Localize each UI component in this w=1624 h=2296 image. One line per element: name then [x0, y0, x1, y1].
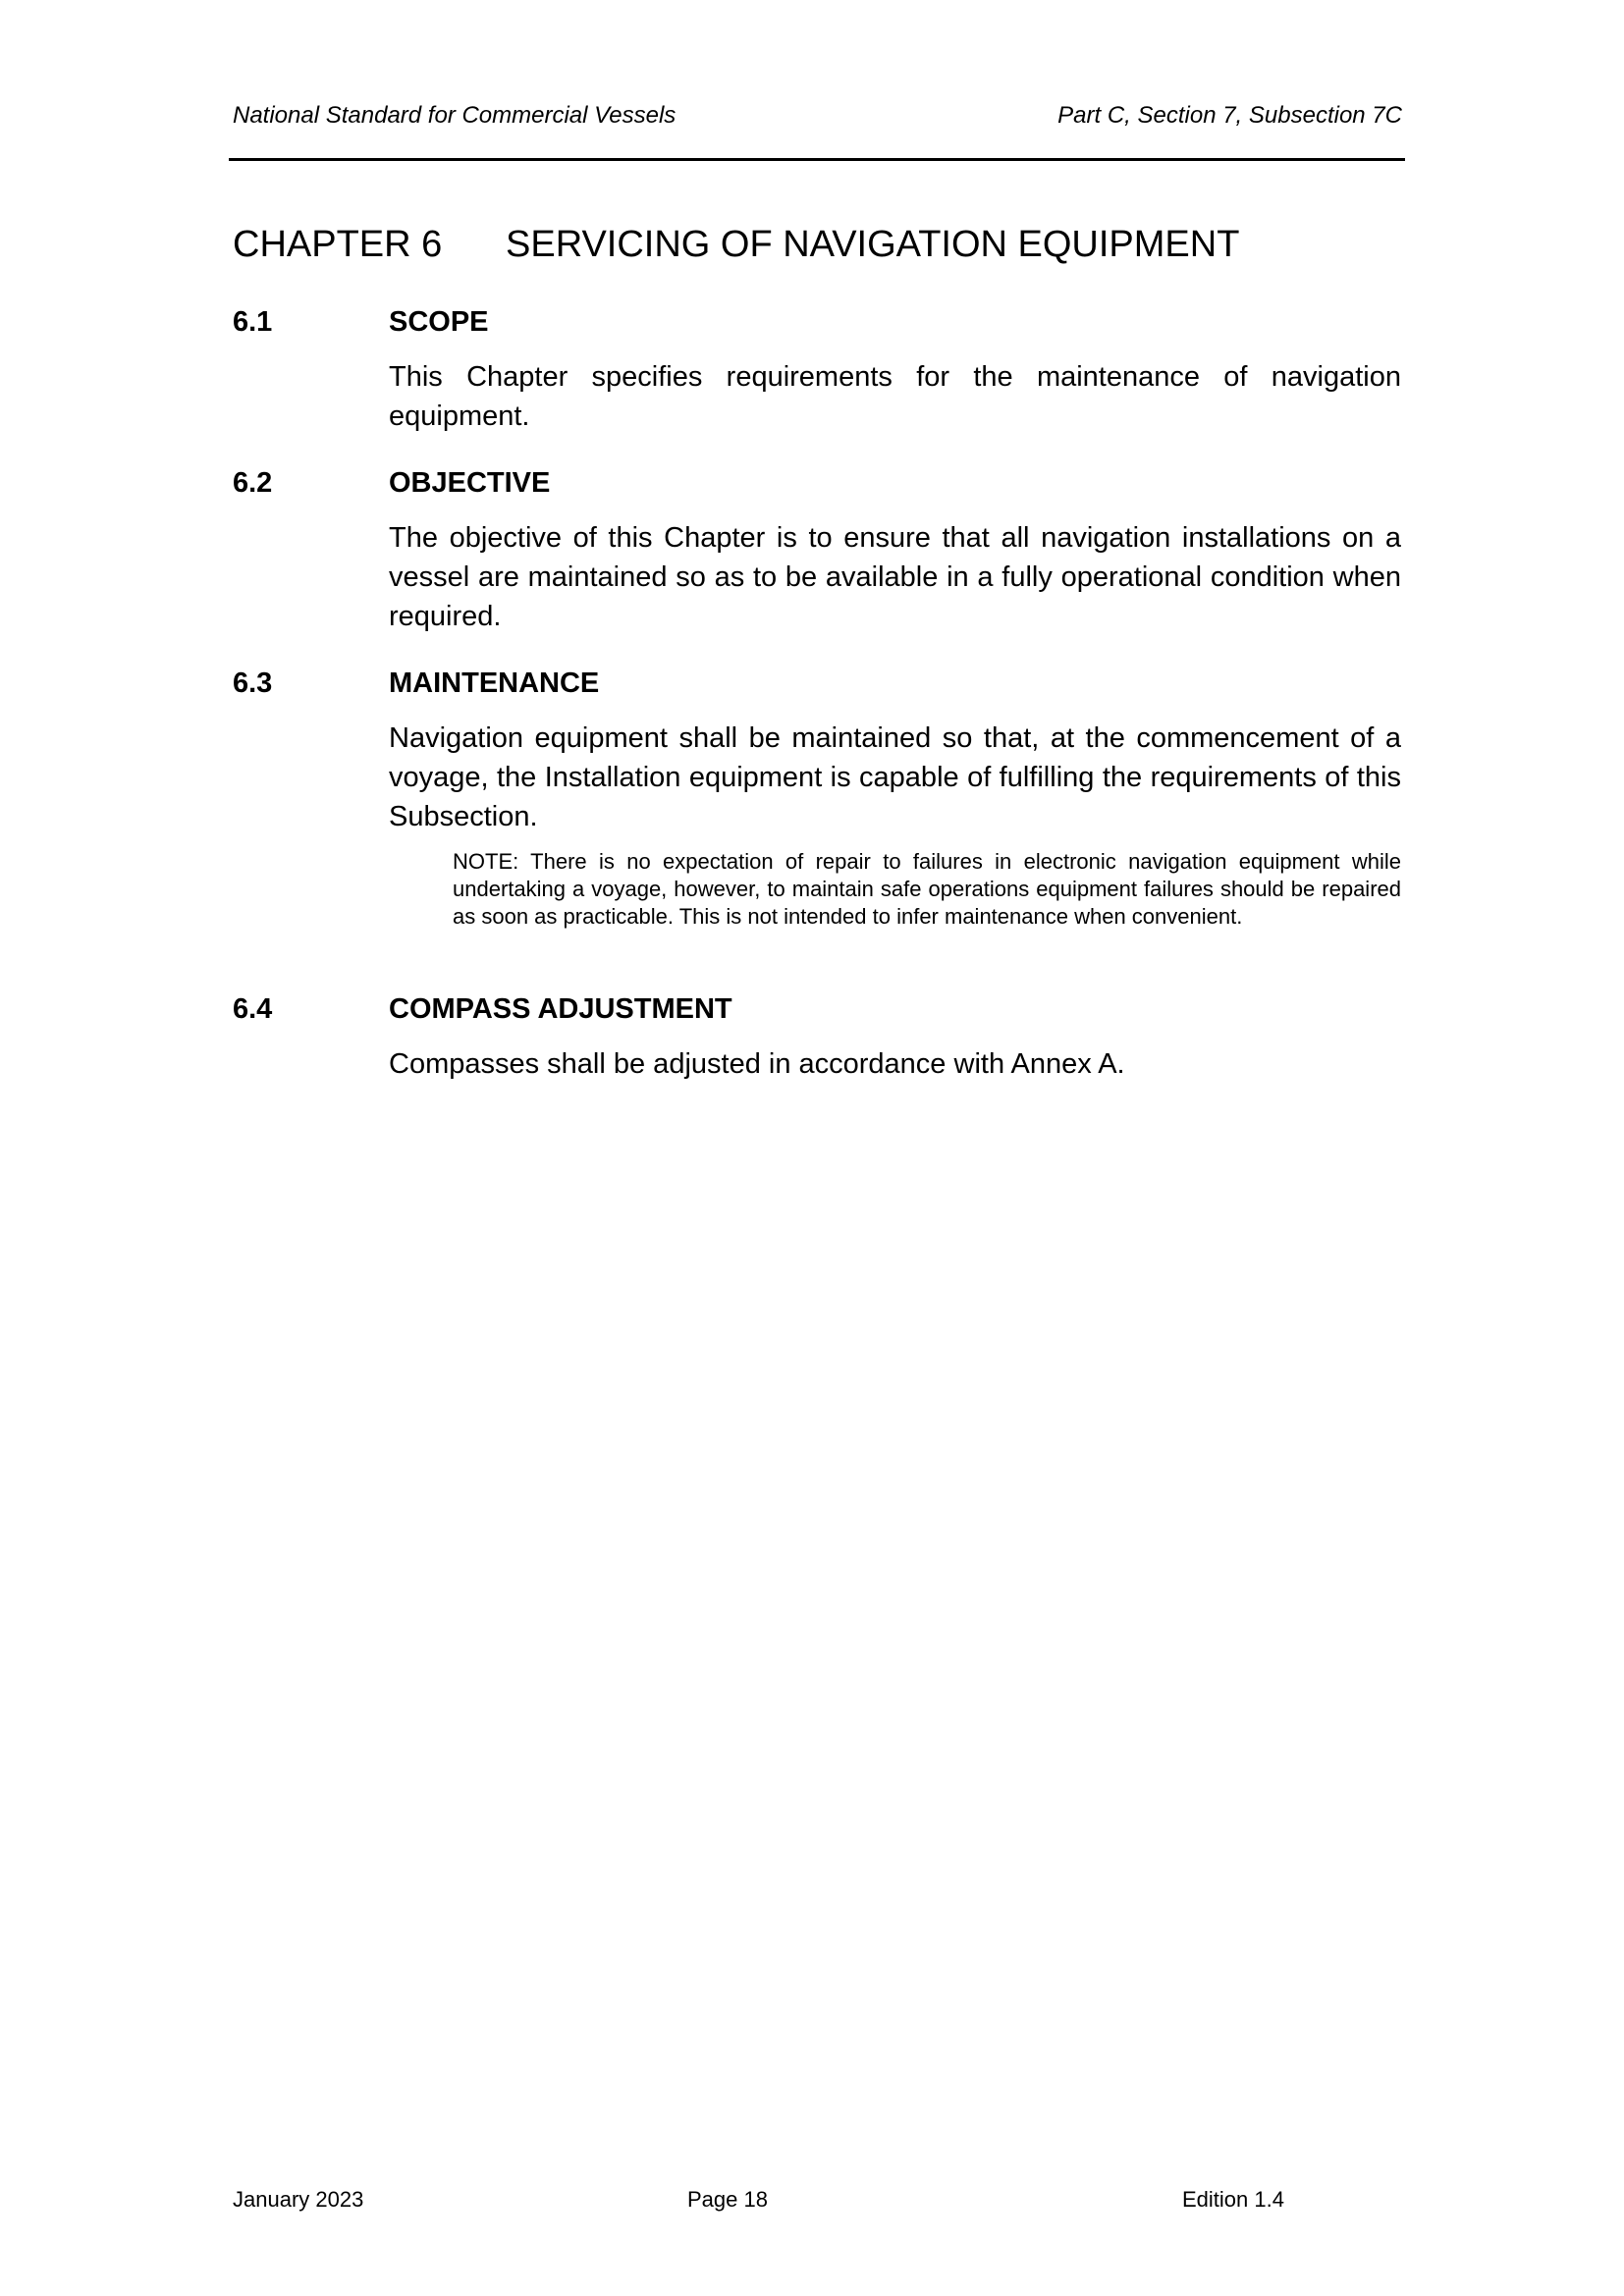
section-note: NOTE: There is no expectation of repair to failures in electronic navigation equipment while undertaking a voyage, however, to maintain safe operations equipment failures should be repaired as soon as practicable. This is not intended to infer maintenance when convenient.: [453, 849, 1401, 929]
header-document-title: National Standard for Commercial Vessels: [233, 102, 677, 129]
chapter-title: SERVICING OF NAVIGATION EQUIPMENT: [506, 224, 1240, 265]
section-body: Compasses shall be adjusted in accordance with Annex A.: [389, 1048, 1125, 1080]
section-number: 6.3: [233, 667, 273, 699]
section-body: The objective of this Chapter is to ensure that all navigation installations on a vessel are maintained so as to be available in a fully operational condition when required.: [389, 522, 1401, 632]
page-header: [233, 102, 1402, 132]
chapter-number: CHAPTER 6: [233, 224, 443, 265]
header-section-reference: Part C, Section 7, Subsection 7C: [1057, 102, 1402, 129]
header-divider: [229, 158, 1405, 161]
footer-date: January 2023: [233, 2187, 364, 2212]
footer-page-number: Page 18: [687, 2187, 768, 2212]
section-number: 6.4: [233, 993, 273, 1025]
section-body: Navigation equipment shall be maintained so that, at the commencement of a voyage, the Installation equipment is capable of fulfilling the requirements of this Subsection.: [389, 722, 1401, 832]
section-title: OBJECTIVE: [389, 467, 551, 499]
section-number: 6.2: [233, 467, 273, 499]
section-number: 6.1: [233, 306, 273, 338]
section-title: COMPASS ADJUSTMENT: [389, 993, 732, 1025]
section-title: SCOPE: [389, 306, 489, 338]
footer-edition: Edition 1.4: [1182, 2187, 1284, 2212]
section-body: This Chapter specifies requirements for the maintenance of navigation equipment.: [389, 361, 1401, 432]
chapter-heading: [233, 224, 1239, 266]
section-title: MAINTENANCE: [389, 667, 600, 699]
